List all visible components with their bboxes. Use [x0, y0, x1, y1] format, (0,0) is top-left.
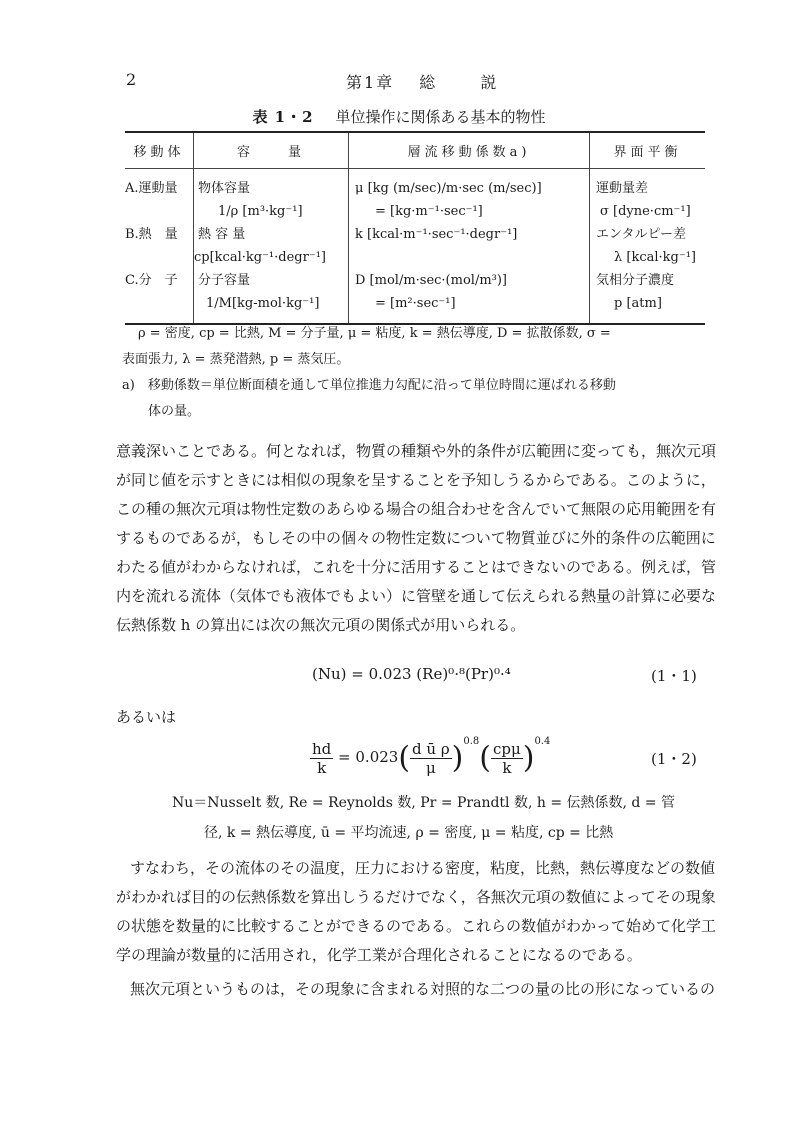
page-number: 2 [126, 70, 137, 89]
equilibrium-cell: σ [dyne·cm⁻¹] [600, 204, 691, 219]
header-capacity: 容 量 [194, 132, 349, 169]
eq2-exponent-1: 0.8 [463, 736, 480, 747]
equilibrium-cell: 運動量差 [596, 181, 649, 196]
text-line: 無次元項というものは，その現象に含まれる対照的な二つの量の比の形になっているの [130, 980, 716, 998]
paragraph-3 [116, 975, 716, 1004]
table-label: 表 1・2 [252, 108, 314, 126]
eq2-coefficient: = 0.023 [338, 748, 399, 766]
properties-table [125, 131, 705, 325]
table-title: 単位操作に関係ある基本的物性 [335, 108, 546, 126]
text-line: 意義深いことである。何となれば，物質の種類や外的条件が広範囲に変っても，無次元項 [116, 442, 717, 460]
eq2-fraction-1 [410, 740, 452, 777]
eq2-lhs-fraction [310, 740, 333, 777]
text-line: 学の理論が数量的に活用され，化学工業が合理化されることになるのである。 [116, 946, 642, 964]
table-row [125, 169, 705, 325]
body-cell: A.運動量 [125, 181, 178, 196]
capacity-cell: 1/ρ [m³·kg⁻¹] [218, 204, 303, 219]
capacity-cell: 1/M[kg-mol·kg⁻¹] [206, 296, 320, 311]
equation-1-number: (1・1) [651, 667, 697, 685]
body-cell: B.熱 量 [125, 227, 178, 242]
paren-open: ( [479, 740, 492, 776]
equilibrium-cell: 気相分子濃度 [596, 273, 675, 288]
eq2-f2-numerator: cpμ [493, 739, 521, 758]
coefficient-cell: k [kcal·m⁻¹·sec⁻¹·degr⁻¹] [355, 227, 518, 242]
equation-1: (Nu) = 0.023 (Re)⁰·⁸(Pr)⁰·⁴ [312, 665, 511, 683]
paragraph-2 [116, 854, 716, 970]
eq2-f1-numerator: d ū ρ [412, 739, 450, 758]
text-line: この種の無次元項は物性定数のあらゆる場合の組合わせを含んでいて無限の応用範囲を有 [116, 500, 717, 518]
text-line: が同じ値を示すときには相似の現象を呈することを予知しうるからである。このように， [116, 471, 716, 489]
body-cell [125, 292, 193, 315]
text-line: するものであるが，もしその中の個々の物性定数について物質並びに外的条件の広範囲に [116, 529, 716, 547]
text-line: の状態を数量的に比較することができるのである。これらの数値がわかって始めて化学工 [116, 917, 717, 935]
text-line: 内を流れる流体（気体でも液体でもよい）に管壁を通して伝えられる熱量の計算に必要な [116, 587, 717, 605]
eq2-lhs-denominator: k [317, 758, 327, 777]
table-header-row [125, 132, 705, 169]
body-column [125, 169, 194, 325]
header-coefficient: 層流移動係数a) [349, 132, 590, 169]
coefficient-cell: D [mol/m·sec·(mol/m³)] [355, 273, 508, 288]
text-line: がわかれば目的の伝熱係数を算出しうるだけでなく，各無次元項の数値によってその現象 [116, 888, 716, 906]
eq2-fraction-2 [491, 740, 523, 777]
table-note: 表面張力, λ = 蒸発潜熱, p = 蒸気圧。 [122, 352, 350, 367]
aruiwa-text [116, 703, 716, 732]
body-cell [125, 246, 193, 269]
eq2-f1-denominator: μ [425, 758, 436, 777]
equilibrium-cell: エンタルピー差 [596, 227, 686, 242]
body-cell [125, 200, 193, 223]
paragraph-1 [116, 437, 716, 640]
paren-open: ( [398, 740, 411, 776]
chapter-heading [346, 70, 498, 93]
capacity-column [194, 169, 349, 325]
paren-close: ) [451, 740, 464, 776]
text-line: 伝熱係数 h の算出には次の無次元項の関係式が用いられる。 [116, 616, 526, 634]
coefficient-column [349, 169, 590, 325]
table-footnote: 体の量。 [148, 404, 201, 419]
paren-close: ) [522, 740, 535, 776]
capacity-cell: cp[kcal·kg⁻¹·degr⁻¹] [194, 250, 326, 265]
chapter-title-part1: 総 [419, 73, 438, 92]
text-line: あるいは [116, 708, 177, 726]
coefficient-cell: μ [kg (m/sec)/m·sec (m/sec)] [355, 181, 542, 196]
definitions-line-2: 径, k = 熱伝導度, ū = 平均流速, ρ = 密度, μ = 粘度, cp = 比熱 [204, 825, 614, 841]
capacity-cell: 熱 容 量 [198, 227, 246, 242]
coefficient-cell: = [kg·m⁻¹·sec⁻¹] [375, 204, 483, 219]
eq2-f2-denominator: k [502, 758, 512, 777]
text-line: すなわち，その流体のその温度，圧力における密度，粘度，比熱，熱伝導度などの数値 [130, 859, 716, 877]
table-footnote: a) 移動係数＝単位断面積を通して単位推進力勾配に沿って単位時間に運ばれる移動 [122, 378, 616, 393]
equation-2-number: (1・2) [651, 750, 697, 768]
chapter-label: 第1章 [346, 73, 395, 92]
table-note: ρ = 密度, cp = 比熱, M = 分子量, μ = 粘度, k = 熱伝導度, D = 拡散係数, σ = [138, 326, 611, 341]
body-cell: C.分 子 [125, 273, 178, 288]
equilibrium-cell: p [atm] [614, 296, 662, 311]
equation-2 [310, 736, 550, 777]
chapter-title-part2: 説 [480, 73, 499, 92]
eq2-exponent-2: 0.4 [534, 736, 551, 747]
coefficient-cell [349, 246, 589, 269]
header-body: 移動体 [125, 132, 194, 169]
definitions-line-1: Nu＝Nusselt 数, Re = Reynolds 数, Pr = Prandtl 数, h = 伝熱係数, d = 管 [172, 795, 676, 811]
table-caption [0, 106, 798, 127]
eq2-lhs-numerator: hd [312, 739, 332, 758]
capacity-cell: 物体容量 [198, 181, 251, 196]
text-line: わたる値がわからなければ，これを十分に活用することはできないのである。例えば，管 [116, 558, 717, 576]
coefficient-cell: = [m²·sec⁻¹] [375, 296, 456, 311]
equilibrium-cell: λ [kcal·kg⁻¹] [614, 250, 696, 265]
capacity-cell: 分子容量 [198, 273, 251, 288]
equilibrium-column [590, 169, 706, 325]
header-equilibrium: 界面平衡 [590, 132, 706, 169]
